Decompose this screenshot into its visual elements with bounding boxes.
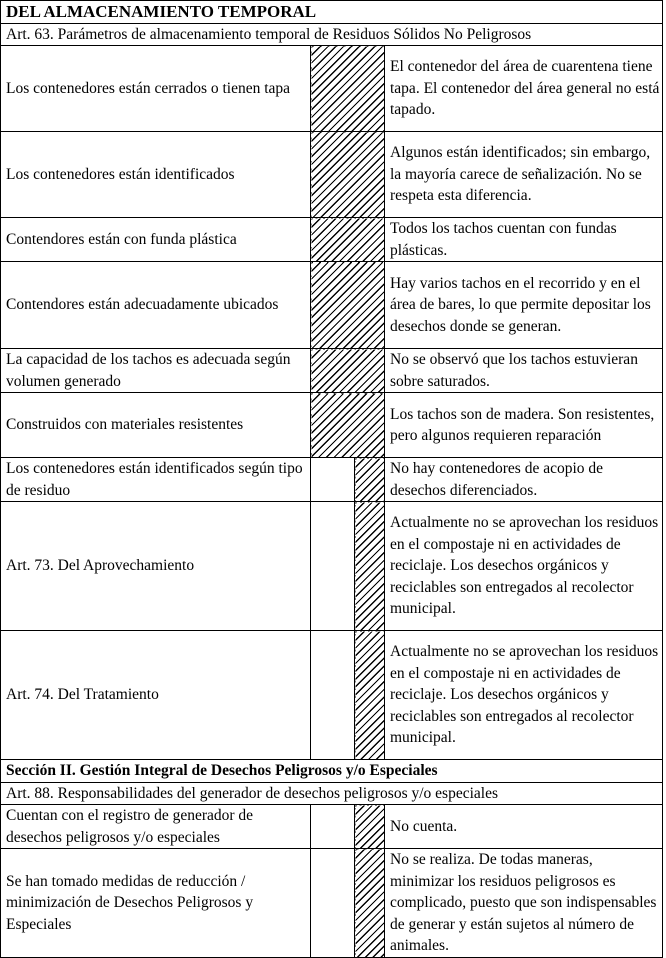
criterion-cell: Los contenedores están cerrados o tienen tapa <box>1 46 311 132</box>
criterion-cell: Contendores están con funda plástica <box>1 218 311 262</box>
observation-cell: No se realiza. De todas maneras, minimizar los residuos peligrosos es complicado, puesto que son indispensables de generar y están sujetos al número de animales. <box>385 849 663 958</box>
observation-cell: El contenedor del área de cuarentena tiene tapa. El contenedor del área general no está tapado. <box>385 46 663 132</box>
blank-cell <box>311 631 355 760</box>
article-row <box>1 782 663 805</box>
article-88-heading: Art. 88. Responsabilidades del generador de desechos peligrosos y/o especiales <box>1 782 663 805</box>
table-row <box>1 218 663 262</box>
criterion-cell: Art. 74. Del Tratamiento <box>1 631 311 760</box>
blank-cell <box>311 805 355 849</box>
section-2-heading: Sección II. Gestión Integral de Desechos Peligrosos y/o Especiales <box>1 760 663 783</box>
observation-cell: Hay varios tachos en el recorrido y en el área de bares, lo que permite depositar los desechos donde se generan. <box>385 262 663 349</box>
table-row <box>1 393 663 458</box>
observation-cell: Actualmente no se aprovechan los residuos en el compostaje ni en actividades de reciclaje. Los desechos orgánicos y reciclables son entregados al recolector municipal. <box>385 631 663 760</box>
table-row <box>1 805 663 849</box>
table-row <box>1 631 663 760</box>
criterion-cell: Contendores están adecuadamente ubicados <box>1 262 311 349</box>
section-title: DEL ALMACENAMIENTO TEMPORAL <box>1 1 663 24</box>
observation-cell: No se observó que los tachos estuvieran sobre saturados. <box>385 349 663 393</box>
observation-cell: Algunos están identificados; sin embargo, la mayoría carece de señalización. No se respeta esta diferencia. <box>385 132 663 218</box>
hatched-cell <box>311 46 385 132</box>
hatched-cell <box>311 132 385 218</box>
hatched-cell <box>355 502 385 631</box>
criterion-cell: La capacidad de los tachos es adecuada según volumen generado <box>1 349 311 393</box>
criterion-cell: Se han tomado medidas de reducción / minimización de Desechos Peligrosos y Especiales <box>1 849 311 958</box>
hatched-cell <box>311 349 385 393</box>
criterion-cell: Construidos con materiales resistentes <box>1 393 311 458</box>
criterion-cell: Cuentan con el registro de generador de desechos peligrosos y/o especiales <box>1 805 311 849</box>
blank-cell <box>311 849 355 958</box>
observation-cell: Todos los tachos cuentan con fundas plásticas. <box>385 218 663 262</box>
article-row <box>1 23 663 46</box>
table-row <box>1 132 663 218</box>
observation-cell: No hay contenedores de acopio de desechos diferenciados. <box>385 458 663 502</box>
criterion-cell: Art. 73. Del Aprovechamiento <box>1 502 311 631</box>
criterion-cell: Los contenedores están identificados <box>1 132 311 218</box>
hatched-cell <box>355 631 385 760</box>
observation-cell: Los tachos son de madera. Son resistentes, pero algunos requieren reparación <box>385 393 663 458</box>
table-row <box>1 46 663 132</box>
hatched-cell <box>355 458 385 502</box>
blank-cell <box>311 458 355 502</box>
table-row <box>1 262 663 349</box>
observation-cell: Actualmente no se aprovechan los residuos en el compostaje ni en actividades de reciclaje. Los desechos orgánicos y reciclables son entregados al recolector municipal. <box>385 502 663 631</box>
section-row <box>1 760 663 783</box>
criterion-cell: Los contenedores están identificados según tipo de residuo <box>1 458 311 502</box>
hatched-cell <box>311 393 385 458</box>
table-row <box>1 349 663 393</box>
table-row <box>1 458 663 502</box>
article-63-heading: Art. 63. Parámetros de almacenamiento temporal de Residuos Sólidos No Peligrosos <box>1 23 663 46</box>
blank-cell <box>311 502 355 631</box>
observation-cell: No cuenta. <box>385 805 663 849</box>
hatched-cell <box>311 262 385 349</box>
table-row <box>1 502 663 631</box>
hatched-cell <box>355 849 385 958</box>
title-row <box>1 1 663 24</box>
hatched-cell <box>311 218 385 262</box>
hatched-cell <box>355 805 385 849</box>
table-row <box>1 849 663 958</box>
